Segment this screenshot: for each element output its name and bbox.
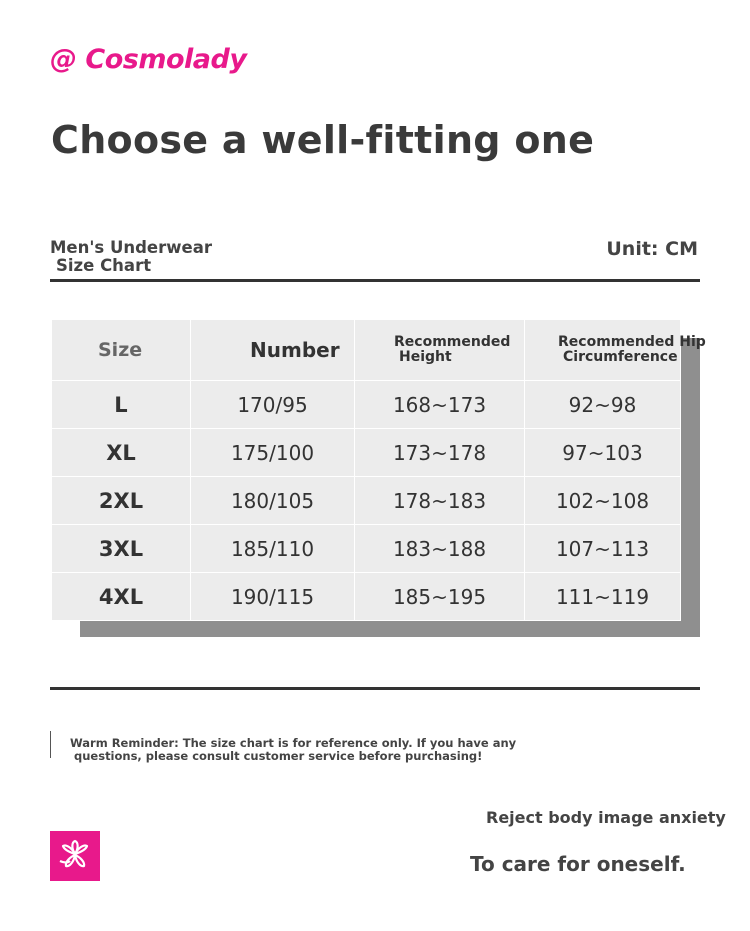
number-cell: 170/95	[191, 381, 355, 429]
table-row	[52, 525, 681, 573]
size-cell: L	[52, 381, 191, 429]
hip-cell: 97~103	[525, 429, 681, 477]
header-hip-line2: Circumference	[563, 349, 678, 365]
hip-cell: 92~98	[525, 381, 681, 429]
height-cell: 168~173	[355, 381, 525, 429]
header-height-line1: Recommended	[394, 334, 511, 350]
table-row	[52, 477, 681, 525]
header-hip-line1: Recommended Hip	[558, 334, 706, 350]
number-cell: 185/110	[191, 525, 355, 573]
height-cell: 183~188	[355, 525, 525, 573]
table-header-row	[52, 320, 681, 381]
unit-label: Unit: CM	[606, 238, 698, 260]
hip-cell: 102~108	[525, 477, 681, 525]
header-hip	[525, 320, 706, 381]
size-cell: XL	[52, 429, 191, 477]
height-cell: 185~195	[355, 573, 525, 621]
reminder-line1: Warm Reminder: The size chart is for reference only. If you have any	[70, 736, 517, 750]
hip-cell: 111~119	[525, 573, 681, 621]
number-cell: 180/105	[191, 477, 355, 525]
slogan-line2: To care for oneself.	[470, 852, 686, 876]
number-cell: 190/115	[191, 573, 355, 621]
brand-logo-badge	[50, 831, 100, 881]
header-height-line2: Height	[399, 349, 452, 365]
chart-title	[50, 239, 212, 275]
table-row	[52, 573, 681, 621]
size-cell: 3XL	[52, 525, 191, 573]
header-size: Size	[52, 320, 191, 381]
size-chart-table	[51, 319, 706, 621]
page-headline: Choose a well-fitting one	[51, 118, 595, 162]
table-row	[52, 429, 681, 477]
chart-title-line2: Size Chart	[56, 256, 152, 275]
warm-reminder	[70, 737, 516, 762]
header-number: Number	[191, 320, 355, 381]
number-cell: 175/100	[191, 429, 355, 477]
size-cell: 2XL	[52, 477, 191, 525]
table-row	[52, 381, 681, 429]
height-cell: 178~183	[355, 477, 525, 525]
flower-icon	[56, 839, 94, 873]
brand-logo-text: @ Cosmolady	[50, 44, 247, 75]
slogan-line1: Reject body image anxiety	[486, 808, 726, 827]
reminder-line2: questions, please consult customer service before purchasing!	[74, 748, 483, 763]
size-cell: 4XL	[52, 573, 191, 621]
header-height	[355, 320, 525, 381]
height-cell: 173~178	[355, 429, 525, 477]
hip-cell: 107~113	[525, 525, 681, 573]
divider-top	[50, 279, 700, 282]
chart-title-line1: Men's Underwear	[50, 238, 212, 257]
reminder-accent-bar	[50, 731, 51, 758]
divider-bottom	[50, 687, 700, 690]
